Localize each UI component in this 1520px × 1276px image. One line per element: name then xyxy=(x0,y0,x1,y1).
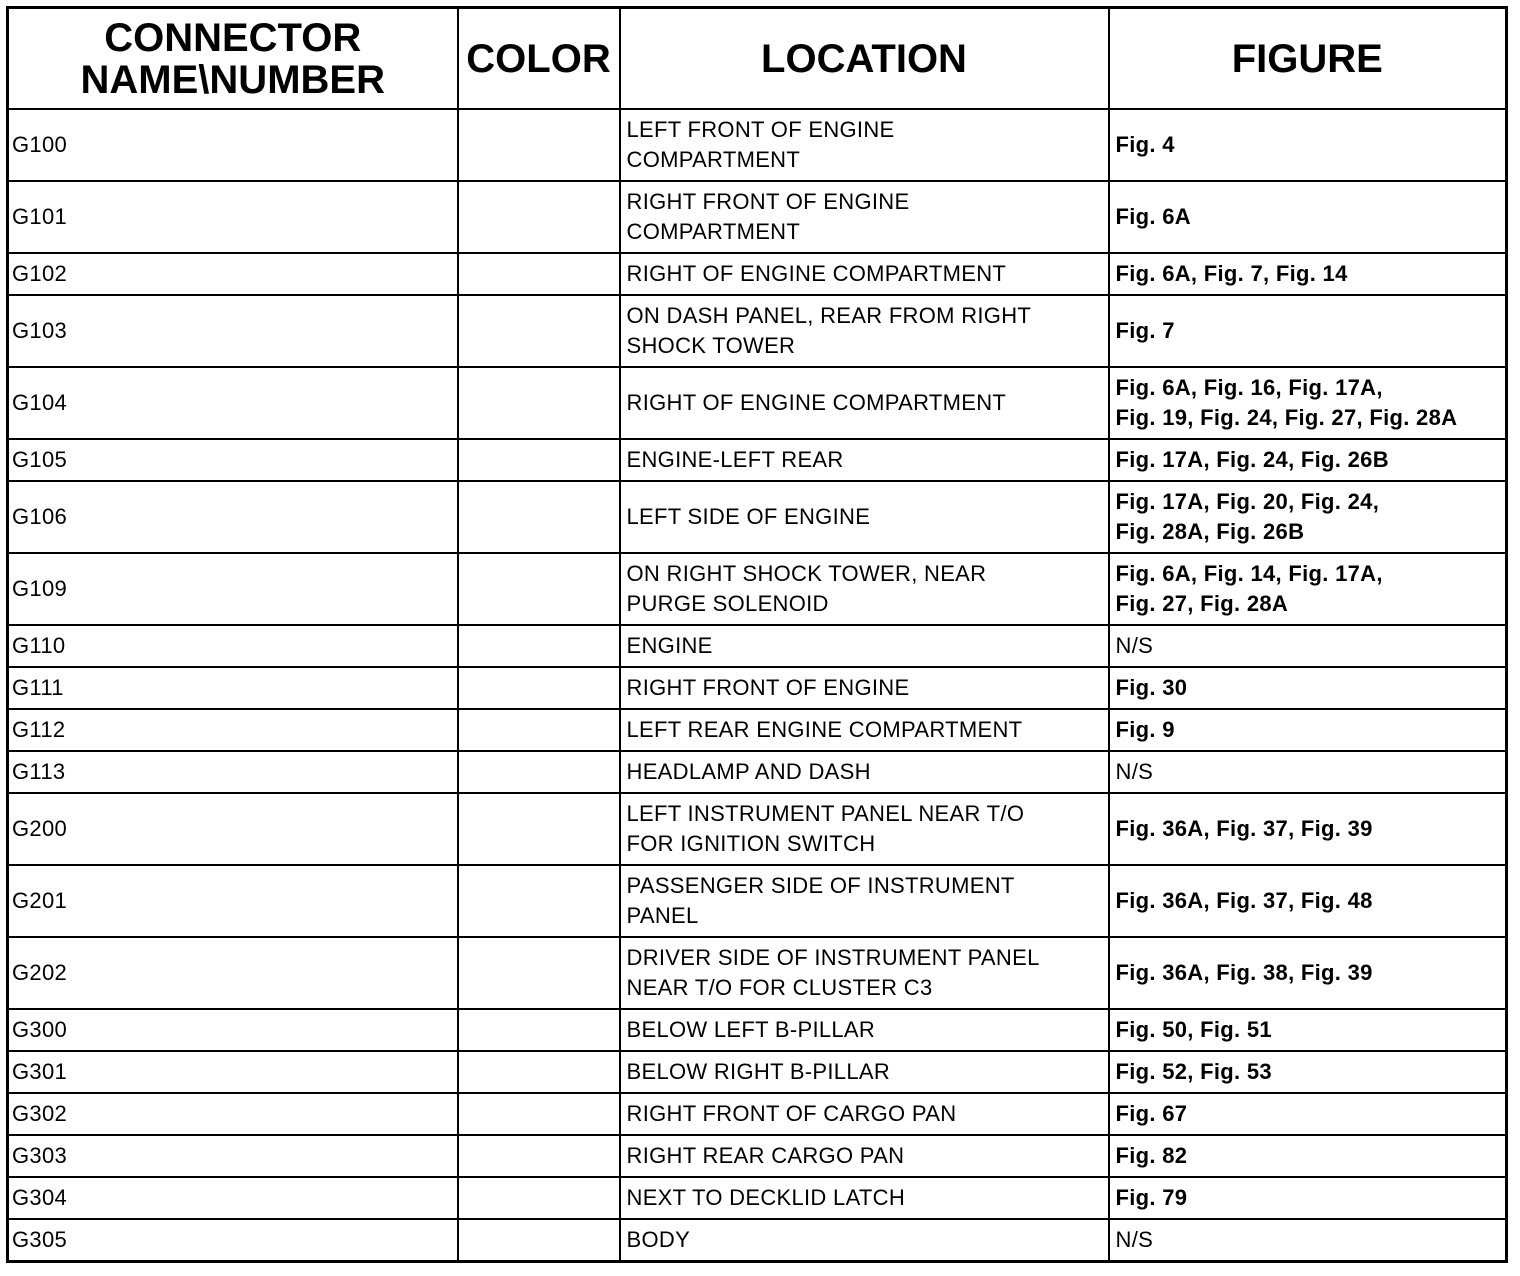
color-cell xyxy=(458,667,620,709)
header-connector-line2: NAME\NUMBER xyxy=(80,57,385,102)
color-cell xyxy=(458,1135,620,1177)
location-line: DRIVER SIDE OF INSTRUMENT PANEL xyxy=(626,945,1040,970)
location-line: FOR IGNITION SWITCH xyxy=(626,831,876,856)
table-row xyxy=(8,667,1507,709)
color-cell xyxy=(458,1093,620,1135)
location-line: BELOW LEFT B-PILLAR xyxy=(626,1017,876,1042)
location-line: ENGINE-LEFT REAR xyxy=(626,447,844,472)
figure-cell xyxy=(1109,1009,1507,1051)
location-line: PANEL xyxy=(626,903,699,928)
location-cell xyxy=(620,667,1109,709)
table-row xyxy=(8,793,1507,865)
header-color: COLOR xyxy=(458,8,620,110)
table-row xyxy=(8,181,1507,253)
figure-cell xyxy=(1109,1219,1507,1262)
header-figure: FIGURE xyxy=(1109,8,1507,110)
figure-cell xyxy=(1109,1051,1507,1093)
connector-cell: G201 xyxy=(8,865,458,937)
figure-line: Fig. 6A, Fig. 14, Fig. 17A, xyxy=(1115,561,1383,586)
connector-cell: G100 xyxy=(8,109,458,181)
color-cell xyxy=(458,295,620,367)
table-row xyxy=(8,367,1507,439)
location-line: ENGINE xyxy=(626,633,713,658)
figure-cell xyxy=(1109,793,1507,865)
color-cell xyxy=(458,937,620,1009)
figure-cell xyxy=(1109,109,1507,181)
color-cell xyxy=(458,1219,620,1262)
connector-cell: G105 xyxy=(8,439,458,481)
figure-line: Fig. 67 xyxy=(1115,1101,1188,1126)
header-location: LOCATION xyxy=(620,8,1109,110)
table-row xyxy=(8,937,1507,1009)
color-cell xyxy=(458,481,620,553)
figure-line: Fig. 6A, Fig. 16, Fig. 17A, xyxy=(1115,375,1383,400)
connector-cell: G109 xyxy=(8,553,458,625)
color-cell xyxy=(458,367,620,439)
connector-cell: G101 xyxy=(8,181,458,253)
figure-line: Fig. 19, Fig. 24, Fig. 27, Fig. 28A xyxy=(1115,405,1458,430)
location-cell xyxy=(620,709,1109,751)
figure-line: Fig. 82 xyxy=(1115,1143,1188,1168)
location-line: ON DASH PANEL, REAR FROM RIGHT xyxy=(626,303,1032,328)
location-cell xyxy=(620,295,1109,367)
location-line: RIGHT FRONT OF ENGINE xyxy=(626,189,910,214)
location-cell xyxy=(620,253,1109,295)
color-cell xyxy=(458,625,620,667)
figure-cell xyxy=(1109,439,1507,481)
location-line: PURGE SOLENOID xyxy=(626,591,829,616)
location-cell xyxy=(620,109,1109,181)
table-row xyxy=(8,625,1507,667)
figure-cell xyxy=(1109,865,1507,937)
location-line: RIGHT OF ENGINE COMPARTMENT xyxy=(626,390,1007,415)
color-cell xyxy=(458,709,620,751)
figure-cell xyxy=(1109,295,1507,367)
figure-cell xyxy=(1109,367,1507,439)
figure-cell xyxy=(1109,181,1507,253)
location-line: LEFT REAR ENGINE COMPARTMENT xyxy=(626,717,1023,742)
figure-cell xyxy=(1109,709,1507,751)
figure-cell xyxy=(1109,253,1507,295)
connector-cell: G104 xyxy=(8,367,458,439)
color-cell xyxy=(458,253,620,295)
location-cell xyxy=(620,793,1109,865)
location-line: RIGHT REAR CARGO PAN xyxy=(626,1143,905,1168)
connector-cell: G304 xyxy=(8,1177,458,1219)
table-body xyxy=(8,109,1507,1262)
connector-cell: G103 xyxy=(8,295,458,367)
figure-cell xyxy=(1109,553,1507,625)
connector-cell: G106 xyxy=(8,481,458,553)
location-cell xyxy=(620,553,1109,625)
figure-line: Fig. 9 xyxy=(1115,717,1175,742)
location-cell xyxy=(620,751,1109,793)
figure-line: N/S xyxy=(1115,1227,1154,1252)
location-line: ON RIGHT SHOCK TOWER, NEAR xyxy=(626,561,987,586)
connector-cell: G303 xyxy=(8,1135,458,1177)
figure-line: Fig. 30 xyxy=(1115,675,1188,700)
color-cell xyxy=(458,793,620,865)
figure-line: Fig. 17A, Fig. 24, Fig. 26B xyxy=(1115,447,1389,472)
table-row xyxy=(8,1093,1507,1135)
table-row xyxy=(8,295,1507,367)
figure-line: Fig. 4 xyxy=(1115,132,1175,157)
table-row xyxy=(8,1009,1507,1051)
location-line: RIGHT FRONT OF CARGO PAN xyxy=(626,1101,957,1126)
color-cell xyxy=(458,109,620,181)
figure-line: Fig. 36A, Fig. 38, Fig. 39 xyxy=(1115,960,1373,985)
figure-cell xyxy=(1109,937,1507,1009)
location-cell xyxy=(620,625,1109,667)
header-row xyxy=(8,8,1507,110)
figure-line: Fig. 50, Fig. 51 xyxy=(1115,1017,1272,1042)
figure-line: N/S xyxy=(1115,633,1154,658)
connector-cell: G200 xyxy=(8,793,458,865)
location-cell xyxy=(620,1135,1109,1177)
figure-line: Fig. 52, Fig. 53 xyxy=(1115,1059,1272,1084)
table-row xyxy=(8,439,1507,481)
location-line: COMPARTMENT xyxy=(626,147,801,172)
table-row xyxy=(8,751,1507,793)
header-connector xyxy=(8,8,458,110)
color-cell xyxy=(458,181,620,253)
figure-line: Fig. 28A, Fig. 26B xyxy=(1115,519,1305,544)
table-row xyxy=(8,1219,1507,1262)
header-connector-line1: CONNECTOR xyxy=(104,15,362,60)
figure-cell xyxy=(1109,625,1507,667)
table-row xyxy=(8,481,1507,553)
location-cell xyxy=(620,1177,1109,1219)
location-cell xyxy=(620,481,1109,553)
figure-line: Fig. 79 xyxy=(1115,1185,1188,1210)
figure-cell xyxy=(1109,1135,1507,1177)
figure-cell xyxy=(1109,1177,1507,1219)
location-cell xyxy=(620,367,1109,439)
connector-cell: G300 xyxy=(8,1009,458,1051)
location-line: LEFT INSTRUMENT PANEL NEAR T/O xyxy=(626,801,1025,826)
connector-cell: G112 xyxy=(8,709,458,751)
location-line: COMPARTMENT xyxy=(626,219,801,244)
table-row xyxy=(8,865,1507,937)
location-line: HEADLAMP AND DASH xyxy=(626,759,871,784)
location-line: NEXT TO DECKLID LATCH xyxy=(626,1185,906,1210)
connector-cell: G202 xyxy=(8,937,458,1009)
figure-line: Fig. 27, Fig. 28A xyxy=(1115,591,1289,616)
table-row xyxy=(8,553,1507,625)
location-cell xyxy=(620,937,1109,1009)
location-line: LEFT FRONT OF ENGINE xyxy=(626,117,895,142)
location-line: RIGHT FRONT OF ENGINE xyxy=(626,675,910,700)
table-row xyxy=(8,253,1507,295)
figure-cell xyxy=(1109,1093,1507,1135)
figure-line: N/S xyxy=(1115,759,1154,784)
connector-cell: G305 xyxy=(8,1219,458,1262)
connector-table xyxy=(6,6,1508,1263)
table-row xyxy=(8,109,1507,181)
location-line: SHOCK TOWER xyxy=(626,333,796,358)
location-line: LEFT SIDE OF ENGINE xyxy=(626,504,871,529)
location-cell xyxy=(620,1093,1109,1135)
figure-line: Fig. 6A, Fig. 7, Fig. 14 xyxy=(1115,261,1348,286)
figure-line: Fig. 36A, Fig. 37, Fig. 48 xyxy=(1115,888,1373,913)
table-row xyxy=(8,709,1507,751)
table-row xyxy=(8,1135,1507,1177)
connector-cell: G110 xyxy=(8,625,458,667)
location-cell xyxy=(620,1051,1109,1093)
color-cell xyxy=(458,553,620,625)
table-row xyxy=(8,1177,1507,1219)
figure-cell xyxy=(1109,667,1507,709)
location-line: RIGHT OF ENGINE COMPARTMENT xyxy=(626,261,1007,286)
figure-line: Fig. 17A, Fig. 20, Fig. 24, xyxy=(1115,489,1380,514)
location-cell xyxy=(620,1009,1109,1051)
color-cell xyxy=(458,439,620,481)
location-line: BELOW RIGHT B-PILLAR xyxy=(626,1059,891,1084)
location-cell xyxy=(620,439,1109,481)
connector-cell: G113 xyxy=(8,751,458,793)
color-cell xyxy=(458,1009,620,1051)
location-cell xyxy=(620,1219,1109,1262)
figure-cell xyxy=(1109,751,1507,793)
location-cell xyxy=(620,865,1109,937)
color-cell xyxy=(458,865,620,937)
figure-line: Fig. 36A, Fig. 37, Fig. 39 xyxy=(1115,816,1373,841)
table-row xyxy=(8,1051,1507,1093)
connector-cell: G301 xyxy=(8,1051,458,1093)
color-cell xyxy=(458,1177,620,1219)
location-line: BODY xyxy=(626,1227,691,1252)
location-cell xyxy=(620,181,1109,253)
figure-line: Fig. 6A xyxy=(1115,204,1191,229)
location-line: NEAR T/O FOR CLUSTER C3 xyxy=(626,975,933,1000)
color-cell xyxy=(458,1051,620,1093)
connector-cell: G111 xyxy=(8,667,458,709)
figure-cell xyxy=(1109,481,1507,553)
connector-cell: G102 xyxy=(8,253,458,295)
figure-line: Fig. 7 xyxy=(1115,318,1175,343)
location-line: PASSENGER SIDE OF INSTRUMENT xyxy=(626,873,1015,898)
color-cell xyxy=(458,751,620,793)
connector-cell: G302 xyxy=(8,1093,458,1135)
